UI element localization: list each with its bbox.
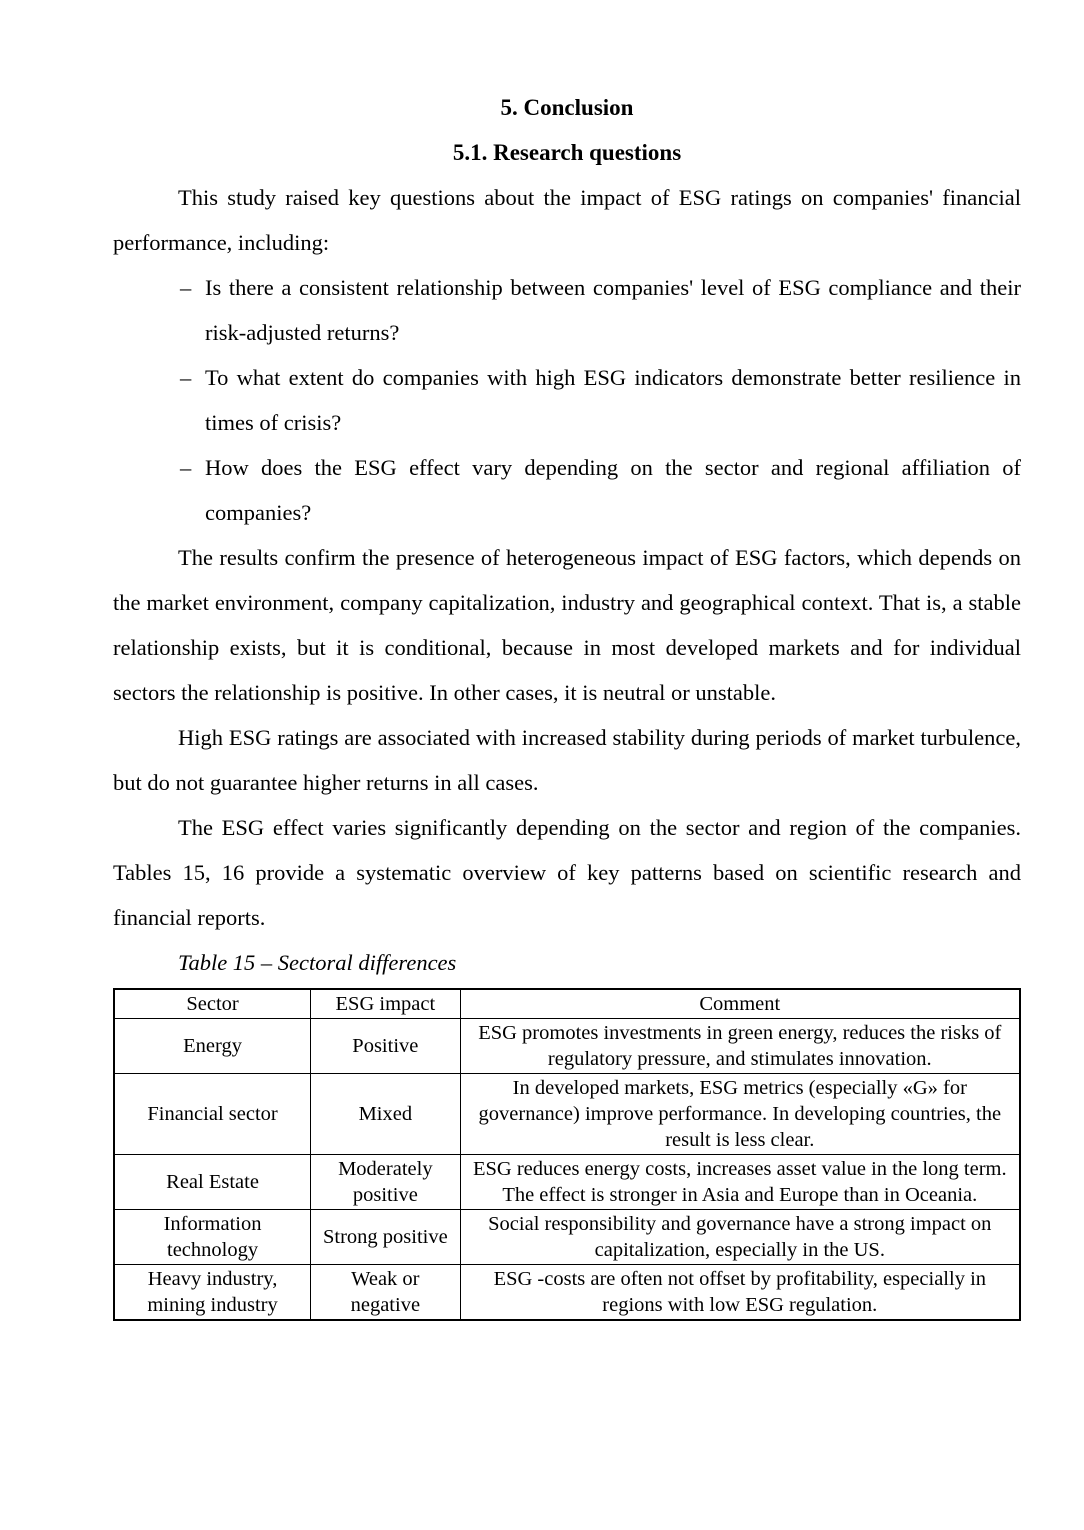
- research-question-text: How does the ESG effect vary depending on the sector and regional affiliation of companies?: [205, 455, 1021, 525]
- table-row: [114, 1265, 1020, 1321]
- column-header-sector: Sector: [114, 989, 311, 1019]
- table-row: [114, 1019, 1020, 1074]
- paragraph-results: The results confirm the presence of heterogeneous impact of ESG factors, which depends on the market environment, company capitalization, industry and geographical context. That is, a stable relationship exists, but it is conditional, because in most developed markets and for individual sectors the relationship is positive. In other cases, it is neutral or unstable.: [113, 545, 1021, 705]
- paragraph-effect: The ESG effect varies significantly depending on the sector and region of the companies. Tables 15, 16 provide a systematic overview of key patterns based on scientific research and financial reports.: [113, 815, 1021, 930]
- sectoral-differences-table: [113, 988, 1021, 1321]
- page-content: [113, 85, 1021, 1321]
- research-question-item: [113, 355, 1021, 445]
- table-row: [114, 1074, 1020, 1155]
- table-caption: Table 15 – Sectoral differences: [178, 950, 457, 975]
- research-question-text: Is there a consistent relationship between companies' level of ESG compliance and their risk-adjusted returns?: [205, 275, 1021, 345]
- cell-esg-impact: Mixed: [311, 1074, 460, 1155]
- cell-comment: ESG -costs are often not offset by profitability, especially in regions with low ESG regulation.: [460, 1265, 1020, 1321]
- cell-comment: ESG reduces energy costs, increases asset value in the long term. The effect is stronger in Asia and Europe than in Oceania.: [460, 1155, 1020, 1210]
- table-row: [114, 1210, 1020, 1265]
- dash-bullet: –: [180, 455, 192, 480]
- table-header-row: [114, 989, 1020, 1019]
- research-question-item: [113, 265, 1021, 355]
- subsection-title: 5.1. Research questions: [452, 140, 682, 165]
- column-header-comment: Comment: [460, 989, 1020, 1019]
- cell-esg-impact: Strong positive: [311, 1210, 460, 1265]
- paragraph-stability: High ESG ratings are associated with increased stability during periods of market turbulence, but do not guarantee higher returns in all cases.: [113, 725, 1021, 795]
- dash-bullet: –: [180, 275, 192, 300]
- research-question-text: To what extent do companies with high ESG indicators demonstrate better resilience in times of crisis?: [205, 365, 1021, 435]
- cell-sector: Information technology: [114, 1210, 311, 1265]
- cell-sector: Real Estate: [114, 1155, 311, 1210]
- table-row: [114, 1155, 1020, 1210]
- dash-bullet: –: [180, 365, 192, 390]
- cell-comment: Social responsibility and governance have a strong impact on capitalization, especially in the US.: [460, 1210, 1020, 1265]
- cell-comment: ESG promotes investments in green energy, reduces the risks of regulatory pressure, and stimulates innovation.: [460, 1019, 1020, 1074]
- cell-sector: Energy: [114, 1019, 311, 1074]
- cell-sector: Heavy industry, mining industry: [114, 1265, 311, 1321]
- cell-comment: In developed markets, ESG metrics (especially «G» for governance) improve performance. In developing countries, the result is less clear.: [460, 1074, 1020, 1155]
- column-header-esg-impact: ESG impact: [311, 989, 460, 1019]
- section-title: 5. Conclusion: [500, 95, 634, 120]
- paragraph-intro: This study raised key questions about the impact of ESG ratings on companies' financial performance, including:: [113, 185, 1021, 255]
- research-question-item: [113, 445, 1021, 535]
- cell-esg-impact: Positive: [311, 1019, 460, 1074]
- cell-sector: Financial sector: [114, 1074, 311, 1155]
- cell-esg-impact: Weak or negative: [311, 1265, 460, 1321]
- cell-esg-impact: Moderately positive: [311, 1155, 460, 1210]
